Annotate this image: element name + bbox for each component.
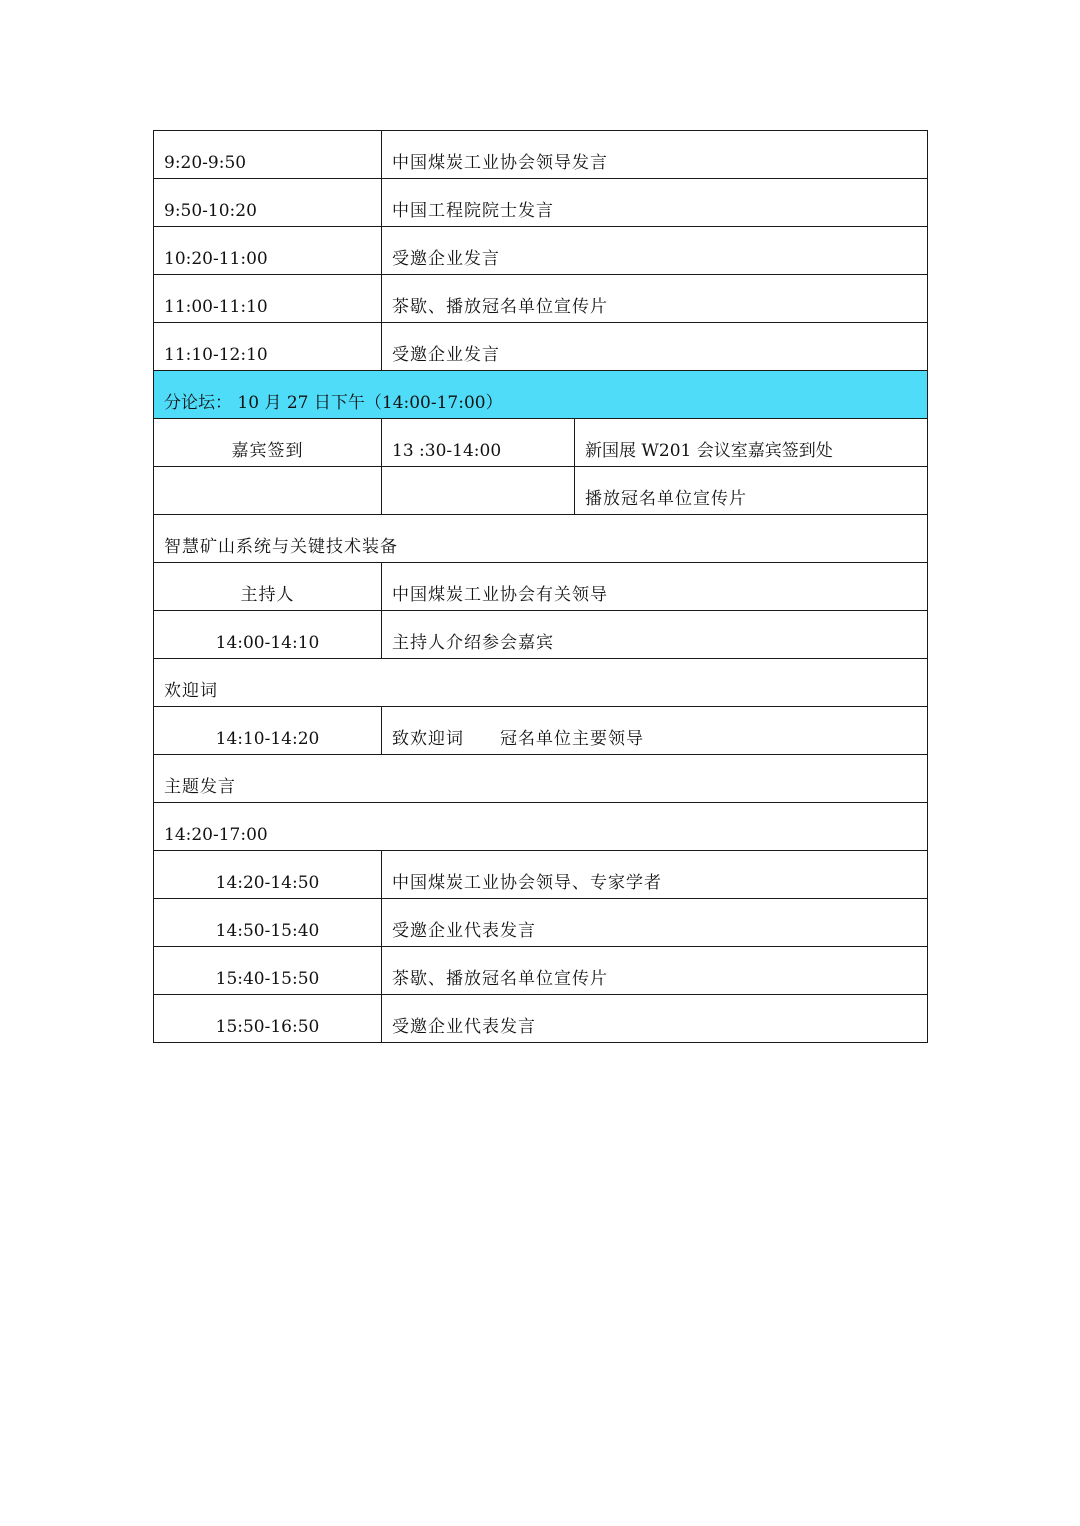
agenda-item-cell: 茶歇、播放冠名单位宣传片 xyxy=(382,275,928,323)
agenda-item-cell: 受邀企业发言 xyxy=(382,227,928,275)
host-row xyxy=(154,563,928,611)
host-value: 中国煤炭工业协会有关领导 xyxy=(382,563,928,611)
agenda-item-cell: 中国煤炭工业协会领导、专家学者 xyxy=(382,851,928,899)
agenda-item-cell: 中国煤炭工业协会领导发言 xyxy=(382,131,928,179)
host-label: 主持人 xyxy=(154,563,382,611)
checkin-note-row xyxy=(154,467,928,515)
table-row xyxy=(154,611,928,659)
time-cell: 14:50-15:40 xyxy=(154,899,382,947)
agenda-item-cell: 受邀企业代表发言 xyxy=(382,899,928,947)
empty-cell xyxy=(154,467,382,515)
time-cell: 9:20-9:50 xyxy=(154,131,382,179)
agenda-table xyxy=(153,130,928,1043)
keynote-section-title: 主题发言 xyxy=(154,755,928,803)
table-row xyxy=(154,899,928,947)
section-row xyxy=(154,803,928,851)
table-row xyxy=(154,323,928,371)
checkin-label: 嘉宾签到 xyxy=(154,419,382,467)
checkin-location: 新国展 W201 会议室嘉宾签到处 xyxy=(575,419,928,467)
time-cell: 14:20-14:50 xyxy=(154,851,382,899)
table-row xyxy=(154,947,928,995)
section-row xyxy=(154,659,928,707)
subforum-header: 分论坛： 10 月 27 日下午（14:00-17:00） xyxy=(154,371,928,419)
table-row xyxy=(154,275,928,323)
table-row xyxy=(154,995,928,1043)
time-cell: 15:40-15:50 xyxy=(154,947,382,995)
checkin-note: 播放冠名单位宣传片 xyxy=(575,467,928,515)
agenda-item-cell: 中国工程院院士发言 xyxy=(382,179,928,227)
table-row xyxy=(154,707,928,755)
time-cell: 9:50-10:20 xyxy=(154,179,382,227)
agenda-item-cell: 受邀企业发言 xyxy=(382,323,928,371)
agenda-item-cell: 主持人介绍参会嘉宾 xyxy=(382,611,928,659)
table-row xyxy=(154,227,928,275)
time-cell: 15:50-16:50 xyxy=(154,995,382,1043)
table-row xyxy=(154,179,928,227)
time-cell: 11:00-11:10 xyxy=(154,275,382,323)
time-cell: 11:10-12:10 xyxy=(154,323,382,371)
agenda-item-cell: 受邀企业代表发言 xyxy=(382,995,928,1043)
subforum-header-row xyxy=(154,371,928,419)
welcome-section-title: 欢迎词 xyxy=(154,659,928,707)
section-row xyxy=(154,755,928,803)
table-row xyxy=(154,131,928,179)
time-cell: 14:00-14:10 xyxy=(154,611,382,659)
forum-title-row xyxy=(154,515,928,563)
empty-cell xyxy=(382,467,575,515)
checkin-time: 13 :30-14:00 xyxy=(382,419,575,467)
agenda-item-cell: 致欢迎词 冠名单位主要领导 xyxy=(382,707,928,755)
forum-title: 智慧矿山系统与关键技术装备 xyxy=(154,515,928,563)
time-cell: 14:10-14:20 xyxy=(154,707,382,755)
checkin-row xyxy=(154,419,928,467)
agenda-item-cell: 茶歇、播放冠名单位宣传片 xyxy=(382,947,928,995)
keynote-time-range: 14:20-17:00 xyxy=(154,803,928,851)
table-row xyxy=(154,851,928,899)
time-cell: 10:20-11:00 xyxy=(154,227,382,275)
